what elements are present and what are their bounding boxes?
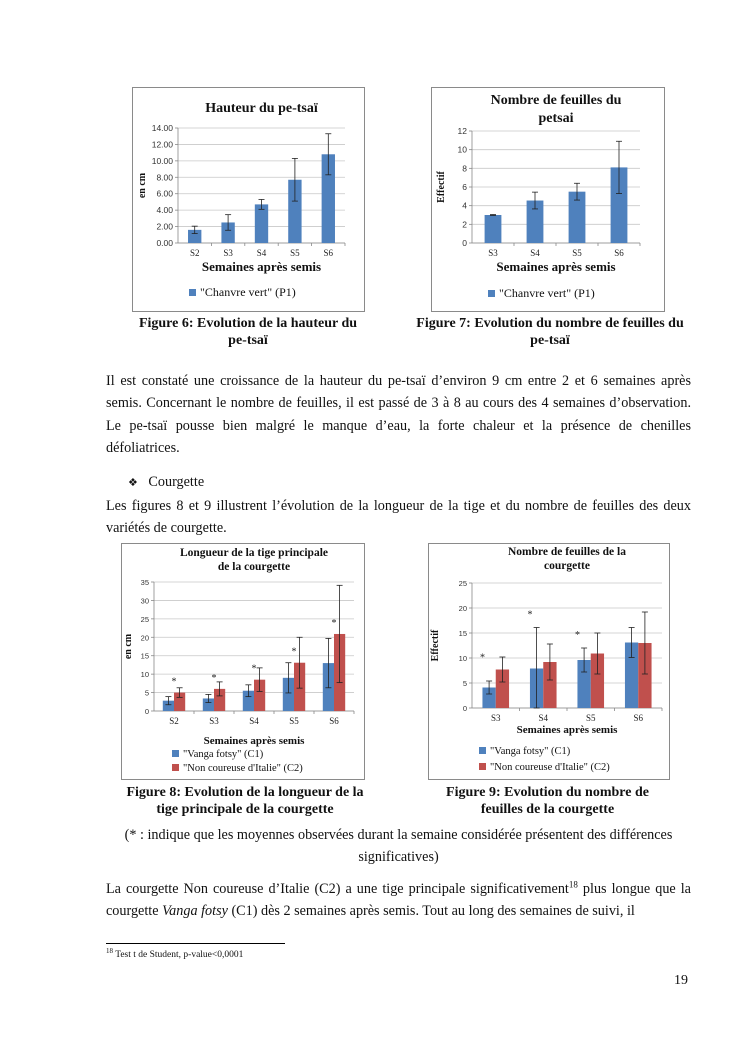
y-axis-label: Effectif <box>436 171 447 203</box>
y-tick-label: 5 <box>144 688 149 698</box>
y-axis-label: Effectif <box>430 629 441 662</box>
y-tick-label: 25 <box>458 579 467 588</box>
legend-swatch <box>172 764 179 771</box>
x-tick-label: S5 <box>572 248 582 258</box>
x-tick-label: S3 <box>488 248 498 258</box>
x-tick-label: S6 <box>329 716 339 726</box>
chart-title: petsai <box>538 111 574 126</box>
significance-asterisk: * <box>331 617 337 629</box>
legend-label: "Chanvre vert" (P1) <box>499 286 595 300</box>
y-tick-label: 8 <box>462 163 467 174</box>
y-tick-label: 14.00 <box>151 123 173 133</box>
paragraph-petsai: Il est constaté une croissance de la hauteur du pe-tsaï d’environ 9 cm entre 2 et 6 semaines après semis. Concernant le nombre de feuilles, il est passé de 3 à 8 au cours des 4 semaines d’observation. Le pe-tsaï pousse bien malgré le manque d’eau, la forte chaleur et la présence de chenilles défoliatrices. <box>106 373 691 456</box>
figure-7-caption <box>400 315 700 349</box>
x-tick-label: S6 <box>614 248 624 258</box>
text-span: La courgette Non coureuse d’Italie (C2) a une tige principale significativement <box>106 881 569 897</box>
x-tick-label: S5 <box>289 716 299 726</box>
y-tick-label: 20 <box>140 633 149 643</box>
y-tick-label: 4 <box>462 200 467 211</box>
text-span: plus longue que la courgette <box>106 881 691 920</box>
y-tick-label: 5 <box>462 679 467 688</box>
bar-chart-hauteur-petsai <box>133 88 364 311</box>
significance-asterisk: * <box>479 652 485 664</box>
footnote-text: Test t de Student, p-value<0,0001 <box>113 950 244 960</box>
y-tick-label: 0.00 <box>156 238 173 248</box>
figure-9-chart <box>428 543 670 780</box>
y-tick-label: 12 <box>457 126 467 136</box>
x-tick-label: S6 <box>633 713 644 723</box>
footnote-number: 18 <box>106 946 113 955</box>
figure-8-caption <box>106 784 384 818</box>
caption-line: feuilles de la courgette <box>480 802 615 817</box>
x-tick-label: S3 <box>209 716 219 726</box>
x-axis-label: Semaines après semis <box>201 259 322 274</box>
y-tick-label: 12.00 <box>151 139 173 150</box>
legend-label: "Non coureuse d'Italie" (C2) <box>183 763 303 774</box>
caption-line: Figure 8: Evolution de la longueur de la <box>126 785 364 800</box>
figure-6-chart <box>132 87 365 312</box>
figure-7-chart <box>431 87 665 312</box>
footnote <box>106 946 244 960</box>
significance-asterisk: * <box>171 676 177 688</box>
y-tick-label: 0 <box>144 707 149 716</box>
legend-label: "Vanga fotsy" (C1) <box>183 749 264 760</box>
legend-label: "Non coureuse d'Italie" (C2) <box>490 762 610 773</box>
x-tick-label: S4 <box>538 713 549 723</box>
significance-asterisk: * <box>251 663 257 675</box>
chart-title: Nombre de feuilles du <box>490 93 622 108</box>
paragraph-courgette-result <box>106 878 691 923</box>
y-tick-label: 25 <box>140 614 149 624</box>
legend-swatch <box>479 747 486 754</box>
figure-8-chart <box>121 543 365 780</box>
chart-title: Nombre de feuilles de la <box>508 546 626 558</box>
legend-swatch <box>488 290 495 297</box>
significance-note: (* : indique que les moyennes observées durant la semaine considérée présentent des différences significatives) <box>124 827 673 865</box>
x-tick-label: S4 <box>249 716 259 726</box>
y-tick-label: 10 <box>457 144 467 155</box>
x-tick-label: S6 <box>323 248 334 258</box>
italic-variety-name: Vanga fotsy <box>162 903 228 920</box>
caption-line: pe-tsaï <box>228 333 268 348</box>
significance-asterisk: * <box>211 672 217 684</box>
y-tick-label: 6.00 <box>156 188 173 199</box>
bar-chart-longueur-tige <box>122 544 364 779</box>
bar <box>255 204 268 243</box>
y-tick-label: 35 <box>140 578 149 587</box>
chart-title: de la courgette <box>217 561 291 573</box>
y-tick-label: 10 <box>458 654 467 663</box>
x-tick-label: S2 <box>189 248 200 258</box>
x-axis-label: Semaines après semis <box>496 259 616 274</box>
y-tick-label: 4.00 <box>156 205 173 216</box>
y-tick-label: 2.00 <box>156 221 173 232</box>
y-tick-label: 6 <box>462 182 467 192</box>
x-axis-label: Semaines après semis <box>516 724 618 736</box>
chart-title: courgette <box>544 560 590 572</box>
x-axis-label: Semaines après semis <box>203 735 305 747</box>
x-tick-label: S4 <box>256 248 267 258</box>
chart-title: Longueur de la tige principale <box>179 547 329 559</box>
x-tick-label: S2 <box>169 716 179 726</box>
y-tick-label: 20 <box>458 604 467 613</box>
chart-title: Hauteur du pe-tsaï <box>205 101 318 116</box>
caption-line: tige principale de la courgette <box>156 802 334 817</box>
bullet-courgette <box>128 474 204 491</box>
y-axis-label: en cm <box>137 172 148 199</box>
y-tick-label: 15 <box>140 651 149 661</box>
x-tick-label: S3 <box>223 248 233 258</box>
y-tick-label: 0 <box>462 238 467 248</box>
significance-asterisk: * <box>527 609 533 621</box>
x-tick-label: S3 <box>490 713 501 723</box>
bar-chart-feuilles-petsai <box>432 88 664 311</box>
bar <box>485 215 502 243</box>
legend-label: "Vanga fotsy" (C1) <box>490 746 571 757</box>
x-tick-label: S5 <box>585 713 596 723</box>
paragraph-courgette-intro: Les figures 8 et 9 illustrent l’évolution de la longueur de la tige et du nombre de feuilles des deux variétés de courgette. <box>106 498 691 537</box>
y-tick-label: 10 <box>140 670 149 680</box>
page-number: 19 <box>674 973 688 988</box>
diamond-bullet-icon: ❖ <box>128 476 138 489</box>
y-tick-label: 30 <box>140 596 149 606</box>
y-tick-label: 10.00 <box>151 155 173 166</box>
figure-9-caption <box>420 784 675 818</box>
y-tick-label: 2 <box>462 219 467 230</box>
caption-line: Figure 7: Evolution du nombre de feuilles du <box>416 316 684 331</box>
legend-label: "Chanvre vert" (P1) <box>200 285 296 299</box>
legend-swatch <box>172 750 179 757</box>
significance-asterisk: * <box>291 646 297 658</box>
figure-6-caption <box>116 315 380 349</box>
legend-swatch <box>189 289 196 296</box>
y-axis-label: en cm <box>123 633 134 660</box>
caption-line: pe-tsaï <box>530 333 570 348</box>
y-tick-label: 15 <box>458 629 467 638</box>
caption-line: Figure 9: Evolution du nombre de <box>446 785 649 800</box>
text-span: (C1) dès 2 semaines après semis. Tout au long des semaines de suivi, il <box>227 903 635 920</box>
legend-swatch <box>479 763 486 770</box>
y-tick-label: 8.00 <box>156 172 173 183</box>
bullet-label: Courgette <box>148 474 205 490</box>
caption-line: Figure 6: Evolution de la hauteur du <box>138 316 358 331</box>
footnote-divider <box>106 943 285 944</box>
bar-chart-feuilles-courgette <box>429 544 669 779</box>
significance-asterisk: * <box>574 630 580 641</box>
x-tick-label: S4 <box>530 248 540 258</box>
footnote-ref[interactable]: 18 <box>568 879 578 890</box>
y-tick-label: 0 <box>462 704 467 713</box>
x-tick-label: S5 <box>290 248 300 258</box>
